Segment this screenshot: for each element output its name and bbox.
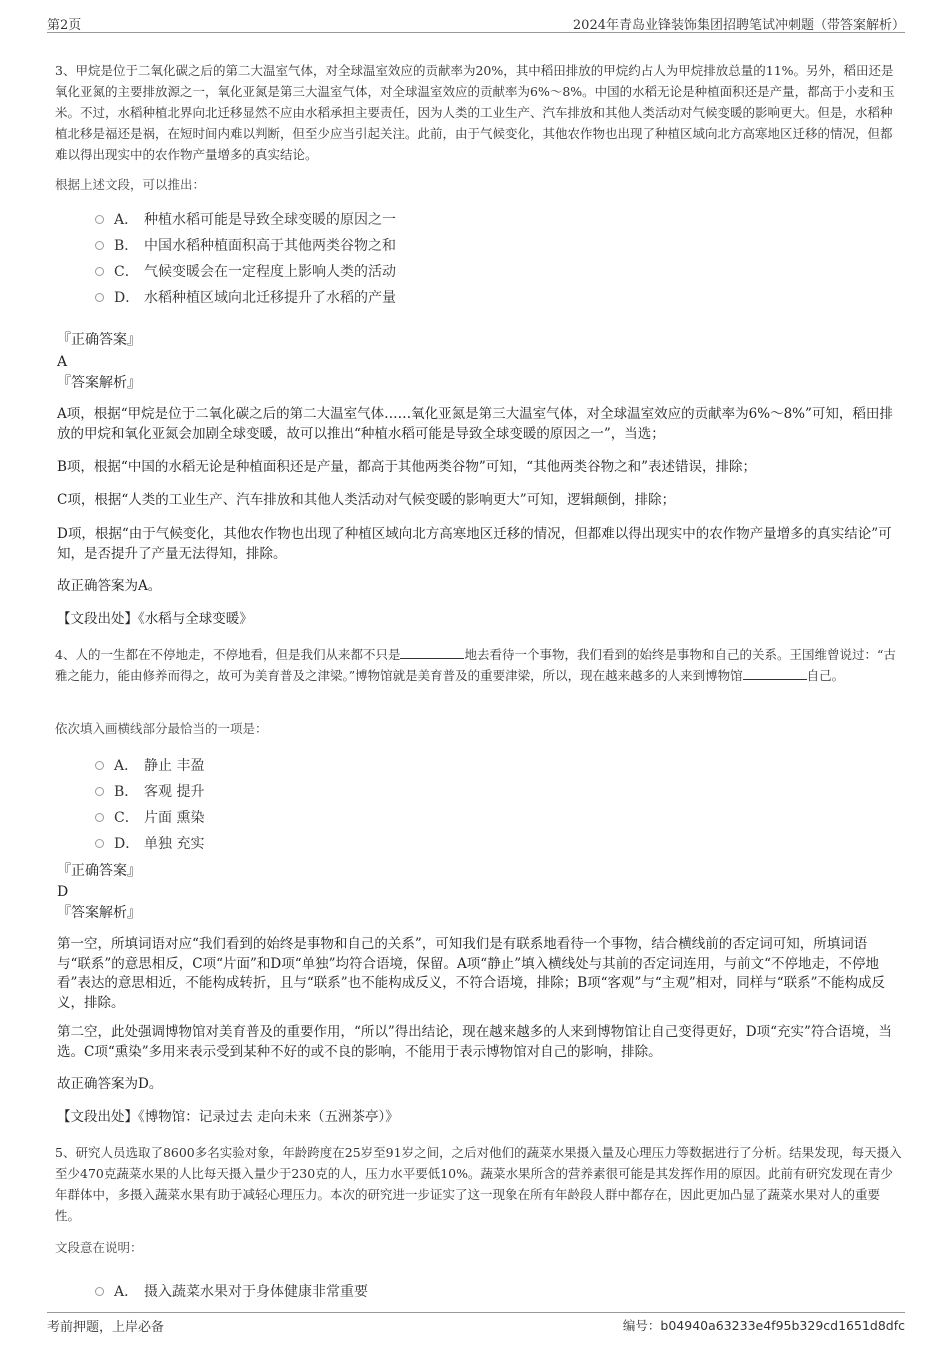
- document-code: 编号：b04940a63233e4f95b329cd1651d8dfc: [622, 1318, 905, 1333]
- q3-option-a[interactable]: A． 种植水稻可能是导致全球变暖的原因之一: [95, 206, 396, 232]
- radio-icon[interactable]: [95, 761, 104, 770]
- radio-icon[interactable]: [95, 293, 104, 302]
- q3-answer: A: [57, 354, 68, 370]
- q3-passage: 3、甲烷是位于二氧化碳之后的第二大温室气体，对全球温室效应的贡献率为20%，其中稻田排放的甲烷约占人为甲烷排放总量的11%。另外，稻田还是氧化亚氮的主要排放源之一，氧化亚氮是第三大温室气体，对全球温室效应的贡献率为6%～8%。中国的水稻无论是种植面积还是产量，都高于小麦和玉米。不过，水稻种植北界向北迁移显然不应由水稻承担主要责任，因为人类的工业生产、汽车排放和其他人类活动对气候变暖的影响更大。但是，水稻种植北移是福还是祸，在短时间内难以判断，但至少应当引起关注。此前，由于气候变化，其他农作物也出现了种植区域向北方高寒地区迁移的情况，但都难以得出现实中的农作物产量增多的真实结论。: [55, 63, 895, 162]
- q3-analysis-a: A项，根据“甲烷是位于二氧化碳之后的第二大温室气体……氧化亚氮是第三大温室气体，对全球温室效应的贡献率为6%～8%”可知，稻田排放的甲烷和氧化亚氮会加剧全球变暖，故可以推出“种植水稻可能是导致全球变暖的原因之一”，当选；: [57, 406, 893, 442]
- q3-analysis-label: 『答案解析』: [57, 375, 141, 391]
- q3-options: [95, 206, 396, 310]
- option-text: 单独 充实: [144, 836, 205, 852]
- q3-source: 【文段出处】《水稻与全球变暖》: [57, 611, 253, 627]
- option-text: 片面 熏染: [144, 810, 205, 826]
- q3-answer-label: 『正确答案』: [57, 332, 141, 348]
- page-number: 第2页: [47, 18, 82, 33]
- option-text: 水稻种植区域向北迁移提升了水稻的产量: [144, 290, 396, 306]
- q4-analysis-label: 『答案解析』: [57, 905, 141, 921]
- radio-icon[interactable]: [95, 787, 104, 796]
- q3-conclusion: 故正确答案为A。: [57, 578, 162, 594]
- q3-analysis-b: B项，根据“中国的水稻无论是种植面积还是产量，都高于其他两类谷物”可知，“其他两类谷物之和”表述错误，排除；: [57, 459, 757, 475]
- blank-1: [400, 646, 464, 659]
- radio-icon[interactable]: [95, 241, 104, 250]
- q3-option-d[interactable]: D． 水稻种植区域向北迁移提升了水稻的产量: [95, 284, 396, 310]
- option-text: 客观 提升: [144, 784, 205, 800]
- q4-option-a[interactable]: A． 静止 丰盈: [95, 752, 204, 778]
- radio-icon[interactable]: [95, 215, 104, 224]
- option-text: 静止 丰盈: [144, 758, 205, 774]
- document-title: 2024年青岛业锋装饰集团招聘笔试冲刺题（带答案解析）: [572, 18, 905, 33]
- q3-analysis-c: C项，根据“人类的工业生产、汽车排放和其他人类活动对气候变暖的影响更大”可知，逻辑颠倒，排除；: [57, 492, 676, 508]
- page-footer: [47, 1312, 905, 1335]
- q5-option-a[interactable]: A． 摄入蔬菜水果对于身体健康非常重要: [95, 1278, 368, 1304]
- option-text: 气候变暖会在一定程度上影响人类的活动: [144, 264, 396, 280]
- q4-passage: 4、人的一生都在不停地走，不停地看，但是我们从来都不只是 地去看待一个事物，我们看到的始终是事物和自己的关系。王国维曾说过：“古雅之能力，能由修养而得之，故可为美育普及之津梁。”博物馆就是美育普及的重要津梁，所以，现在越来越多的人来到博物馆 自己。: [55, 647, 896, 683]
- option-text: 摄入蔬菜水果对于身体健康非常重要: [144, 1284, 368, 1300]
- q4-option-b[interactable]: B． 客观 提升: [95, 778, 204, 804]
- q3-prompt: 根据上述文段，可以推出：: [55, 177, 206, 192]
- radio-icon[interactable]: [95, 267, 104, 276]
- page-header: [47, 10, 905, 33]
- q5-prompt: 文段意在说明：: [55, 1240, 143, 1255]
- q4-source: 【文段出处】《博物馆：记录过去 走向未来（五洲茶亭）》: [57, 1109, 399, 1125]
- q5-options: [95, 1278, 368, 1304]
- q4-answer-label: 『正确答案』: [57, 863, 141, 879]
- blank-2: [743, 667, 807, 680]
- q4-option-c[interactable]: C． 片面 熏染: [95, 804, 204, 830]
- footer-slogan: 考前押题，上岸必备: [47, 1320, 165, 1335]
- option-text: 种植水稻可能是导致全球变暖的原因之一: [144, 212, 396, 228]
- q5-passage: 5、研究人员选取了8600多名实验对象，年龄跨度在25岁至91岁之间，之后对他们的蔬菜水果摄入量及心理压力等数据进行了分析。结果发现，每天摄入至少470克蔬菜水果的人比每天摄入量少于230克的人，压力水平要低10%。蔬菜水果所含的营养素很可能是其发挥作用的原因。此前有研究发现在青少年群体中，多摄入蔬菜水果有助于减轻心理压力。本次的研究进一步证实了这一现象在所有年龄段人群中都存在，因此更加凸显了蔬菜水果对人的重要性。: [55, 1145, 902, 1223]
- q4-option-d[interactable]: D． 单独 充实: [95, 830, 204, 856]
- q4-prompt: 依次填入画横线部分最恰当的一项是：: [55, 721, 268, 736]
- q4-analysis-second-blank: 第二空，此处强调博物馆对美育普及的重要作用，“所以”得出结论，现在越来越多的人来到博物馆让自己变得更好，D项“充实”符合语境，当选。C项“熏染”多用来表示受到某种不好的或不良的影响，不能用于表示博物馆对自己的影响，排除。: [57, 1024, 892, 1060]
- q4-conclusion: 故正确答案为D。: [57, 1076, 163, 1092]
- q3-option-c[interactable]: C． 气候变暖会在一定程度上影响人类的活动: [95, 258, 396, 284]
- radio-icon[interactable]: [95, 839, 104, 848]
- q4-options: [95, 752, 204, 856]
- q4-analysis-first-blank: 第一空，所填词语对应“我们看到的始终是事物和自己的关系”，可知我们是有联系地看待一个事物，结合横线前的否定词可知，所填词语与“联系”的意思相反，C项“片面”和D项“单独”均符合语境，保留。A项“静止”填入横线处与其前的否定词连用，与前文“不停地走，不停地看”表达的意思相近，不能构成转折，且与“联系”也不能构成反义，不符合语境，排除；B项“客观”与“主观”相对，同样与“联系”不能构成反义，排除。: [57, 936, 886, 1011]
- radio-icon[interactable]: [95, 813, 104, 822]
- q4-answer: D: [57, 884, 69, 900]
- q3-option-b[interactable]: B． 中国水稻种植面积高于其他两类谷物之和: [95, 232, 396, 258]
- option-text: 中国水稻种植面积高于其他两类谷物之和: [144, 238, 396, 254]
- radio-icon[interactable]: [95, 1287, 104, 1296]
- q3-analysis-d: D项，根据“由于气候变化，其他农作物也出现了种植区域向北方高寒地区迁移的情况，但都难以得出现实中的农作物产量增多的真实结论”可知，是否提升了产量无法得知，排除。: [57, 526, 892, 562]
